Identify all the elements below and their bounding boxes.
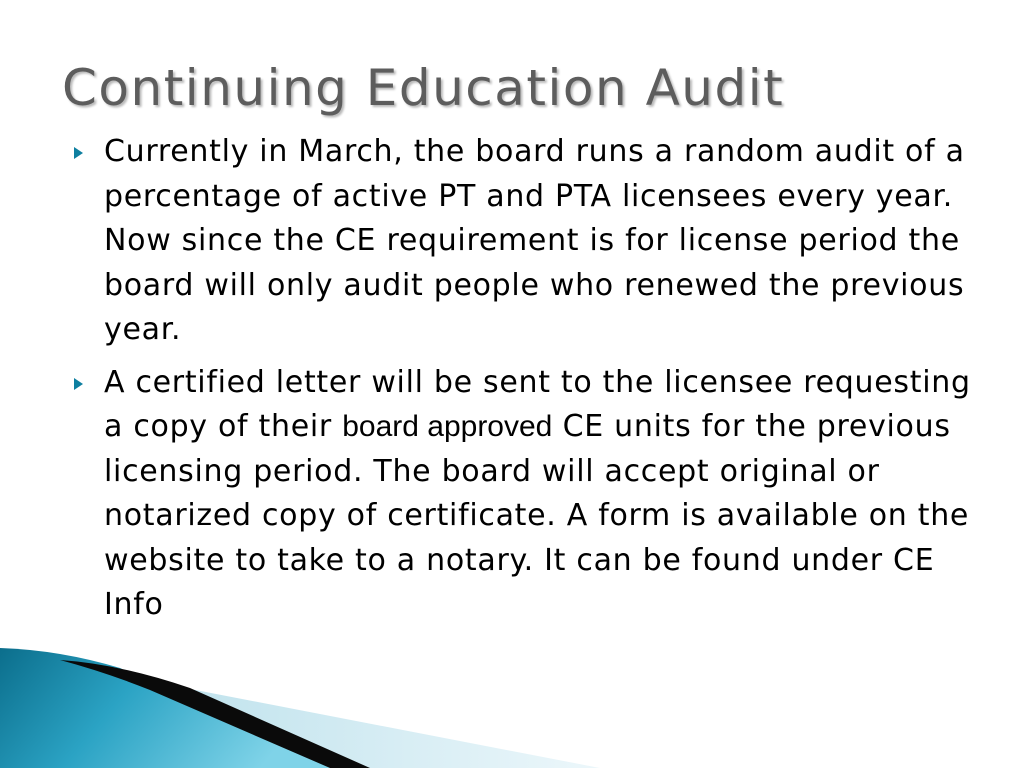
bullet-arrow-icon [74, 378, 83, 390]
teal-wave-band [0, 648, 330, 768]
bullet-item-certified-letter [74, 361, 974, 628]
bullet-text-end: CE units for the previous licensing period. The board will accept original or notarized copy of certificate. A form is available on the website to take to a notary. It can be found under CE Info [104, 409, 970, 622]
dark-wave-stripe [60, 660, 370, 768]
light-wave-band [40, 660, 600, 768]
bullet-text-start: A certified letter will be sent to the licensee requesting a copy of their [104, 364, 971, 444]
bullet-text: Currently in March, the board runs a random audit of a percentage of active PT and PTA licensees every year. Now since the CE requirement is for license period the board will only audit people who renewed the previous year. [104, 134, 965, 347]
bullet-arrow-icon [74, 147, 83, 159]
emphasis-text: board approved [342, 410, 553, 443]
slide-title: Continuing Education Audit [62, 59, 785, 117]
bullet-list [74, 130, 974, 636]
bullet-item-audit-schedule [74, 130, 974, 353]
